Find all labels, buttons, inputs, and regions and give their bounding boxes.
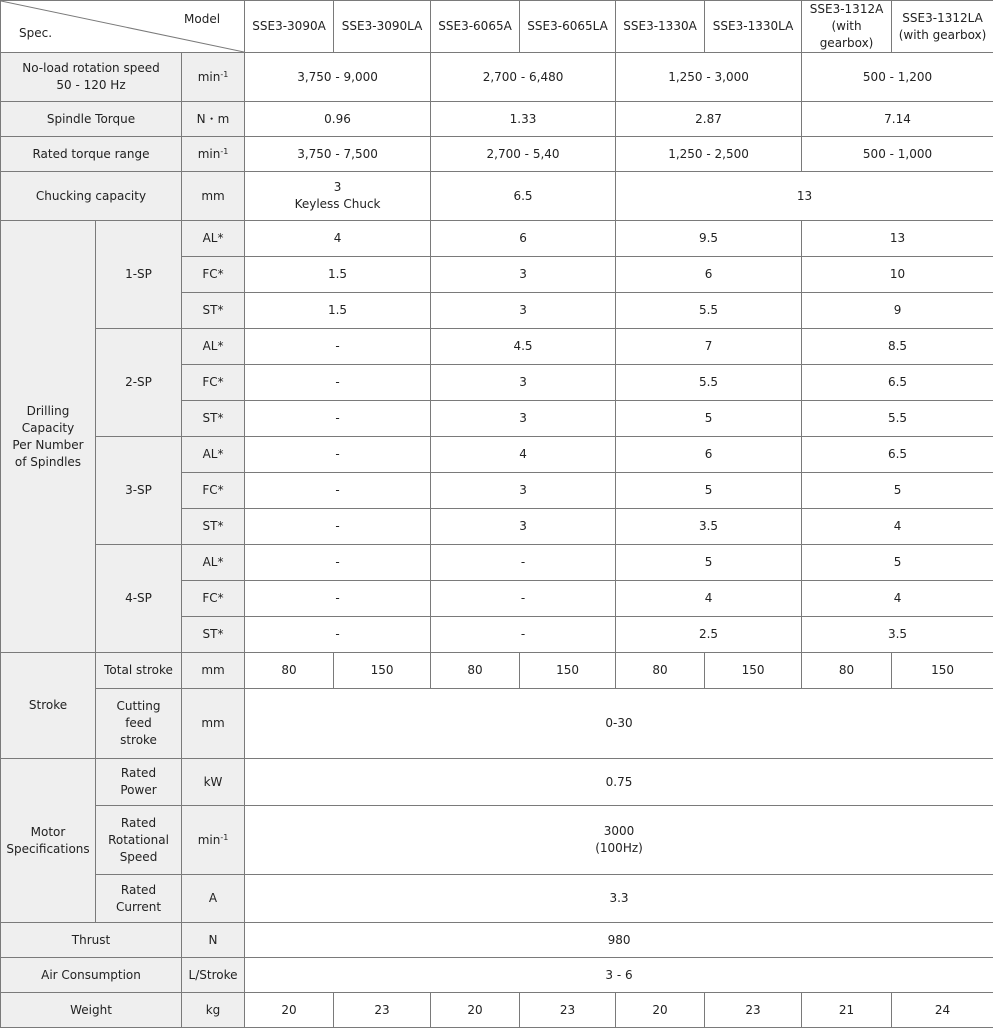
value-cell: 6	[431, 221, 616, 257]
value-cell: 5.5	[616, 365, 802, 401]
row-air-consumption	[1, 958, 993, 993]
model-header: SSE3-6065A	[431, 1, 520, 53]
value-cell: 80	[245, 653, 334, 689]
value-cell: 5.5	[802, 401, 993, 437]
row-label: Weight	[1, 993, 182, 1028]
value-cell: 6.5	[431, 172, 616, 221]
spindle-group-label: 3-SP	[96, 437, 182, 545]
value-cell: 4	[802, 581, 993, 617]
material-label: AL*	[182, 545, 245, 581]
value-cell: 3	[431, 257, 616, 293]
value-cell: -	[245, 581, 431, 617]
material-label: FC*	[182, 581, 245, 617]
value-cell: 5	[802, 545, 993, 581]
value-cell: 5.5	[616, 293, 802, 329]
value-cell: 3.5	[616, 509, 802, 545]
material-label: FC*	[182, 257, 245, 293]
value-cell: 5	[616, 545, 802, 581]
value-cell: 3	[431, 509, 616, 545]
value-cell: 0.75	[245, 759, 993, 806]
value-cell: -	[245, 401, 431, 437]
value-cell: 3	[431, 293, 616, 329]
row-drilling	[1, 545, 993, 581]
row-label: Rated Power	[96, 759, 182, 806]
value-cell: 1.5	[245, 293, 431, 329]
value-cell: 7.14	[802, 102, 993, 137]
value-cell: 150	[520, 653, 616, 689]
value-cell: 9	[802, 293, 993, 329]
value-cell: 9.5	[616, 221, 802, 257]
row-label: Rated Rotational Speed	[96, 806, 182, 875]
value-cell: 3.5	[802, 617, 993, 653]
material-label: FC*	[182, 365, 245, 401]
unit-cell: $\min^{-1}$	[182, 806, 245, 875]
row-label: Cutting feed stroke	[96, 689, 182, 759]
value-cell: -	[431, 581, 616, 617]
model-header: SSE3-1312A (with gearbox)	[802, 1, 892, 53]
value-cell: 4	[802, 509, 993, 545]
value-cell: -	[431, 545, 616, 581]
value-cell: 3	[431, 365, 616, 401]
value-cell: -	[245, 365, 431, 401]
row-drilling	[1, 221, 993, 257]
value-cell: 1,250 - 3,000	[616, 53, 802, 102]
value-cell: 5	[616, 473, 802, 509]
model-header: SSE3-1330A	[616, 1, 705, 53]
value-cell: 3000 (100Hz)	[245, 806, 993, 875]
row-chucking-capacity	[1, 172, 993, 221]
stroke-label: Stroke	[1, 653, 96, 759]
value-cell: 5	[616, 401, 802, 437]
corner-cell	[1, 1, 245, 53]
value-cell: 7	[616, 329, 802, 365]
row-label: Thrust	[1, 923, 182, 958]
value-cell: 24	[892, 993, 993, 1028]
value-cell: 6.5	[802, 437, 993, 473]
value-cell: 2.87	[616, 102, 802, 137]
model-label: Model	[184, 11, 220, 28]
row-weight	[1, 993, 993, 1028]
value-cell: 6	[616, 257, 802, 293]
value-cell: 6.5	[802, 365, 993, 401]
material-label: AL*	[182, 329, 245, 365]
row-rated-rotational-speed	[1, 806, 993, 875]
unit-cell: L/Stroke	[182, 958, 245, 993]
value-cell: 6	[616, 437, 802, 473]
value-cell: 500 - 1,200	[802, 53, 993, 102]
value-cell: 2,700 - 6,480	[431, 53, 616, 102]
unit-cell: N	[182, 923, 245, 958]
value-cell: 13	[616, 172, 993, 221]
value-cell: 1,250 - 2,500	[616, 137, 802, 172]
row-label: No-load rotation speed 50 - 120 Hz	[1, 53, 182, 102]
value-cell: 23	[334, 993, 431, 1028]
value-cell: 10	[802, 257, 993, 293]
material-label: ST*	[182, 401, 245, 437]
material-label: ST*	[182, 293, 245, 329]
value-cell: 21	[802, 993, 892, 1028]
material-label: ST*	[182, 509, 245, 545]
row-drilling	[1, 329, 993, 365]
row-rated-power	[1, 759, 993, 806]
value-cell: 3 - 6	[245, 958, 993, 993]
row-spindle-torque	[1, 102, 993, 137]
model-header: SSE3-6065LA	[520, 1, 616, 53]
value-cell: -	[245, 617, 431, 653]
model-header: SSE3-1330LA	[705, 1, 802, 53]
value-cell: 150	[705, 653, 802, 689]
unit-cell: A	[182, 875, 245, 923]
row-rated-torque-range	[1, 137, 993, 172]
value-cell: 20	[616, 993, 705, 1028]
model-header: SSE3-3090A	[245, 1, 334, 53]
value-cell: 20	[245, 993, 334, 1028]
row-rated-current	[1, 875, 993, 923]
value-cell: 3,750 - 9,000	[245, 53, 431, 102]
spindle-group-label: 4-SP	[96, 545, 182, 653]
value-cell: 80	[431, 653, 520, 689]
value-cell: 0-30	[245, 689, 993, 759]
material-label: AL*	[182, 437, 245, 473]
value-cell: 20	[431, 993, 520, 1028]
value-cell: -	[245, 329, 431, 365]
value-cell: -	[431, 617, 616, 653]
row-cutting-feed-stroke	[1, 689, 993, 759]
row-no-load-speed	[1, 53, 993, 102]
value-cell: 4.5	[431, 329, 616, 365]
value-cell: -	[245, 437, 431, 473]
model-header: SSE3-1312LA (with gearbox)	[892, 1, 993, 53]
value-cell: -	[245, 473, 431, 509]
row-label: Chucking capacity	[1, 172, 182, 221]
value-cell: -	[245, 509, 431, 545]
value-cell: 1.33	[431, 102, 616, 137]
drilling-label: Drilling Capacity Per Number of Spindles	[1, 221, 96, 653]
row-label: Rated torque range	[1, 137, 182, 172]
value-cell: 3	[431, 473, 616, 509]
value-cell: 8.5	[802, 329, 993, 365]
motor-label: Motor Specifications	[1, 759, 96, 923]
value-cell: 1.5	[245, 257, 431, 293]
spec-label: Spec.	[19, 25, 52, 42]
spindle-group-label: 1-SP	[96, 221, 182, 329]
spindle-group-label: 2-SP	[96, 329, 182, 437]
unit-cell: $\min^{-1}$	[182, 137, 245, 172]
model-header: SSE3-3090LA	[334, 1, 431, 53]
material-label: ST*	[182, 617, 245, 653]
value-cell: -	[245, 545, 431, 581]
material-label: AL*	[182, 221, 245, 257]
unit-cell: mm	[182, 653, 245, 689]
value-cell: 2.5	[616, 617, 802, 653]
row-total-stroke	[1, 653, 993, 689]
row-thrust	[1, 923, 993, 958]
value-cell: 4	[431, 437, 616, 473]
unit-cell: mm	[182, 689, 245, 759]
unit-cell: kW	[182, 759, 245, 806]
value-cell: 23	[520, 993, 616, 1028]
row-label: Spindle Torque	[1, 102, 182, 137]
value-cell: 500 - 1,000	[802, 137, 993, 172]
value-cell: 3.3	[245, 875, 993, 923]
value-cell: 3,750 - 7,500	[245, 137, 431, 172]
value-cell: 3	[431, 401, 616, 437]
material-label: FC*	[182, 473, 245, 509]
value-cell: 23	[705, 993, 802, 1028]
value-cell: 13	[802, 221, 993, 257]
row-label: Total stroke	[96, 653, 182, 689]
row-label: Rated Current	[96, 875, 182, 923]
value-cell: 2,700 - 5,40	[431, 137, 616, 172]
value-cell: 150	[892, 653, 993, 689]
unit-cell: N・m	[182, 102, 245, 137]
value-cell: 150	[334, 653, 431, 689]
header-row	[1, 1, 993, 53]
value-cell: 980	[245, 923, 993, 958]
unit-cell: mm	[182, 172, 245, 221]
value-cell: 5	[802, 473, 993, 509]
value-cell: 80	[802, 653, 892, 689]
row-drilling	[1, 437, 993, 473]
value-cell: 4	[245, 221, 431, 257]
unit-cell: kg	[182, 993, 245, 1028]
value-cell: 0.96	[245, 102, 431, 137]
value-cell: 3 Keyless Chuck	[245, 172, 431, 221]
value-cell: 4	[616, 581, 802, 617]
unit-cell: $\min^{-1}$	[182, 53, 245, 102]
row-label: Air Consumption	[1, 958, 182, 993]
value-cell: 80	[616, 653, 705, 689]
